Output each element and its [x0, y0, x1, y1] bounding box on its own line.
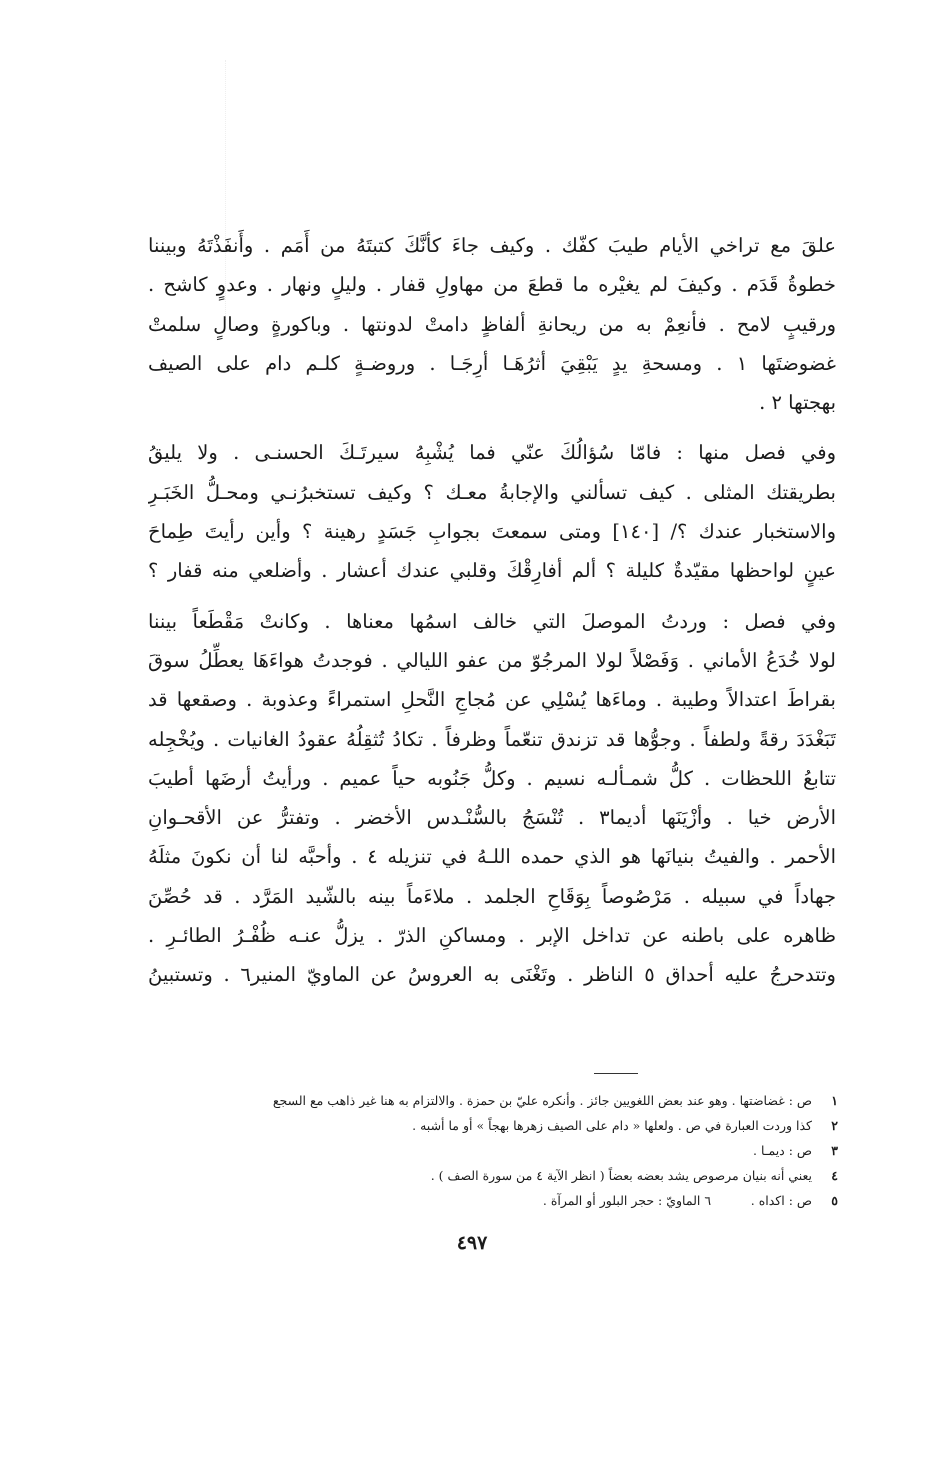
- footnote-text: يعني أنه بنيان مرصوص يشد بعضه بعضاً ( انظر الآية ٤ من سورة الصف ) .: [430, 1168, 813, 1183]
- footnote: [300, 1113, 838, 1138]
- text-line: ورقيبٍ لامح . فأنعِمْ به من ريحانةِ ألفاظٍ دامتْ لدونتها . وباكورةٍ وصالٍ سلمتْ: [148, 312, 836, 336]
- footnote-number: ١: [831, 1093, 838, 1108]
- text-line: بطريقتك المثلى . كيف تسألني والإجابةُ معـك ؟ وكيف تستخبرُنـي ومحـلُّ الخَبَـرِ: [148, 480, 836, 504]
- main-text: [148, 226, 836, 995]
- footnote-number: ٤: [831, 1168, 838, 1183]
- paragraph-2: [148, 433, 836, 590]
- text-line: بقراطَ اعتدالاً وطيبة . وماءَها يُسْلِي عن مُجاجِ النَّحلِ استمراءً وعذوبة . وصقعها قد: [148, 688, 836, 712]
- text-line: علقَ مع تراخي الأيام طيبَ كفّك . وكيف جاءَ كأنَّكَ كتبتَهُ من أَمَم . وأَنفَذْتَهُ وبيننا: [148, 234, 836, 257]
- text-line: والاستخبار عندك ؟/ [١٤٠] ومتى سمعتَ بجوابِ جَسَدٍ رهينة ؟ وأين رأيتَ طِماحَ: [148, 520, 836, 544]
- footnote: [272, 1088, 838, 1113]
- paragraph-1: [148, 226, 836, 422]
- text-line: وفي فصل : وردتُ الموصلَ التي خالف اسمُها معناها . وكانتْ مَقْطَعاً بيننا: [148, 609, 836, 633]
- text-line: ظاهره على باطنه عن تداخل الإبر . ومساكنِ الذرّ . يزلُّ عنـه ظُفْـرُ الطائـرِ .: [148, 924, 836, 948]
- text-line: بهجتها ٢ .: [759, 391, 836, 415]
- footnote-text: ص : ديمـا .: [753, 1143, 813, 1158]
- footnotes: [272, 1088, 838, 1213]
- page-number: ٤٩٧: [456, 1232, 488, 1254]
- footnote: [300, 1188, 838, 1213]
- text-line: الأحمر . والفيتُ بنيانَها هو الذي حمده اللـهُ في تنزيله ٤ . وأحبَّه لنا أن نكونَ مثلَهُ: [148, 845, 836, 869]
- footnote-text: ص : غضاضتها . وهو عند بعض اللغويين جائز . وأنكره عليّ بن حمزة . والالتزام به هنا غير ذاهب مع السجع: [272, 1093, 813, 1108]
- paragraph-gap: [148, 591, 836, 602]
- text-line: جهاداً في سبيله . مَرْصُوصاً بِوَقَاحِ الجلمد . ملاءَماً بينه بالشّيد المَرَّد . قد حُصِّنَ: [148, 884, 836, 908]
- paragraph-gap: [148, 422, 836, 433]
- text-line: تتابعُ اللحظات . كلُّ شمـألـه نسيم . وكلُّ جَنُوبه حياً عميم . ورأيتُ أرضَها أطيبَ: [148, 766, 836, 790]
- footnote-number: ٢: [831, 1118, 838, 1133]
- footnote-number: ٥: [831, 1193, 838, 1208]
- footnote-number: ٣: [831, 1143, 838, 1158]
- text-line: تَبَغْدَدَ رقةً ولطفاً . وجوُّها قد تزندق تنعّماً وظرفاً . تكادُ تُثقِلُهُ عقودُ الغانيات . ويُخْجِله: [148, 727, 836, 751]
- footnote: [300, 1163, 838, 1188]
- text-line: عينٍ لواحظها مقيّدةٌ كليلة ؟ ألم أفارِقْكَ وقلبي عندك أعشار . وأضلعي منه قفار ؟: [148, 559, 836, 583]
- text-line: لولا خُدَعُ الأماني . وَفَصْلاً لولا المرجُوّ من عفو الليالي . فوجدتُ هواءَهَا يعطِّلُ سوقَ: [148, 648, 836, 672]
- footnote-text: ص : اكداه . ٦ الماويّ : حجر البلور أو المرآة .: [542, 1193, 813, 1208]
- text-line: وتتدحرجُ عليه أحداق ٥ الناظر . وتَغْنَى به العروسُ عن الماويّ المنير٦ . وتستبينُ: [148, 963, 836, 987]
- footnote: [300, 1138, 838, 1163]
- text-line: خطوةُ قَدَم . وكيفَ لم يغيْره ما قطعَ من مهاولِ قفار . وليلٍ ونهار . وعدوٍ كاشح .: [148, 273, 836, 297]
- footnote-text: كذا وردت العبارة في ص . ولعلها « دام على الصيف زهرها بهجاً » أو ما أشبه .: [412, 1118, 813, 1133]
- text-line: وفي فصل منها : فامّا سُؤالُكَ عنّي فما يُشْبِهُ سيرتَـكَ الحسنـى . ولا يليقُ: [148, 441, 836, 465]
- text-line: غضوضتَها ١ . ومسحةِ يدٍ يَبْقِيَ أثرُهَـا أرِجَـا . وروضـةٍ كلـم دام على الصيف: [148, 351, 836, 375]
- paragraph-3: [148, 602, 836, 995]
- footnote-separator: [594, 1073, 638, 1074]
- text-line: الأرض خيا . وأزْيَنَها أديما٣ . تُنْسَجُ بالسُّنْـدس الأخضر . وتفترُّ عن الأقحـوانِ: [148, 806, 836, 830]
